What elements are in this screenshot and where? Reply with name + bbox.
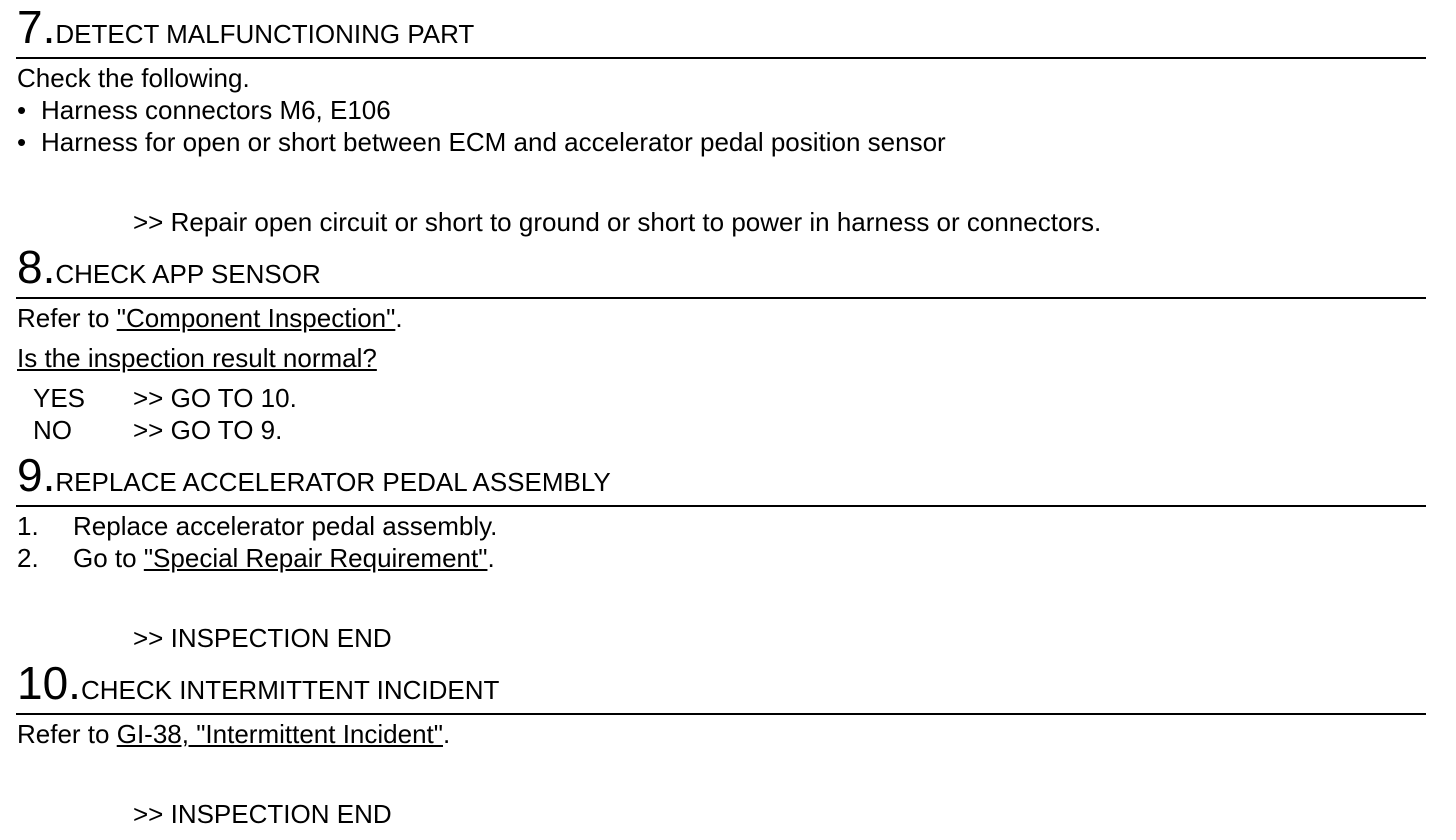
bullet-marker: • bbox=[17, 95, 27, 125]
answer-action: >> GO TO 10. bbox=[133, 383, 297, 413]
divider bbox=[16, 505, 1426, 507]
step-10-result: >> INSPECTION END bbox=[133, 799, 392, 829]
step-number: 8. bbox=[17, 241, 56, 293]
list-number: 1. bbox=[17, 511, 39, 541]
answer-label: YES bbox=[33, 383, 86, 413]
step-title: CHECK INTERMITTENT INCIDENT bbox=[80, 675, 500, 705]
step-8-question bbox=[17, 345, 377, 371]
divider bbox=[16, 713, 1426, 715]
answer-yes bbox=[17, 385, 297, 411]
step-7-intro: Check the following. bbox=[17, 63, 250, 93]
step-title: CHECK APP SENSOR bbox=[55, 259, 321, 289]
list-suffix: . bbox=[487, 543, 495, 573]
step-title: REPLACE ACCELERATOR PEDAL ASSEMBLY bbox=[55, 467, 611, 497]
inspection-question-link[interactable]: Is the inspection result normal? bbox=[17, 343, 377, 373]
list-item bbox=[17, 129, 946, 155]
step-9-result: >> INSPECTION END bbox=[133, 623, 392, 653]
intermittent-incident-link[interactable]: GI-38, "Intermittent Incident" bbox=[116, 719, 443, 749]
step-10-refer bbox=[17, 721, 450, 747]
refer-prefix: Refer to bbox=[17, 303, 117, 333]
special-repair-requirement-link[interactable]: "Special Repair Requirement" bbox=[143, 543, 488, 573]
list-item bbox=[17, 513, 497, 539]
bullet-text: Harness for open or short between ECM and accelerator pedal position sensor bbox=[41, 127, 946, 157]
list-prefix: Go to bbox=[73, 543, 144, 573]
refer-suffix: . bbox=[395, 303, 403, 333]
step-number: 7. bbox=[17, 1, 56, 53]
answer-action: >> GO TO 9. bbox=[133, 415, 283, 445]
step-7-heading bbox=[17, 1, 475, 53]
list-number: 2. bbox=[17, 543, 39, 573]
step-number: 9. bbox=[17, 449, 56, 501]
list-text: Replace accelerator pedal assembly. bbox=[73, 511, 498, 541]
answer-label: NO bbox=[33, 415, 72, 445]
divider bbox=[16, 297, 1426, 299]
step-7-result: >> Repair open circuit or short to ground or short to power in harness or connectors. bbox=[133, 207, 1102, 237]
refer-suffix: . bbox=[443, 719, 451, 749]
refer-prefix: Refer to bbox=[17, 719, 117, 749]
step-number: 10. bbox=[17, 657, 81, 709]
list-item bbox=[17, 545, 495, 571]
component-inspection-link[interactable]: "Component Inspection" bbox=[116, 303, 396, 333]
step-9-heading bbox=[17, 449, 611, 501]
bullet-text: Harness connectors M6, E106 bbox=[41, 95, 391, 125]
step-8-heading bbox=[17, 241, 321, 293]
list-item bbox=[17, 97, 391, 123]
step-title: DETECT MALFUNCTIONING PART bbox=[55, 19, 475, 49]
step-10-heading bbox=[17, 657, 500, 709]
bullet-marker: • bbox=[17, 127, 27, 157]
answer-no bbox=[17, 417, 282, 443]
step-8-refer bbox=[17, 305, 403, 331]
divider bbox=[16, 57, 1426, 59]
